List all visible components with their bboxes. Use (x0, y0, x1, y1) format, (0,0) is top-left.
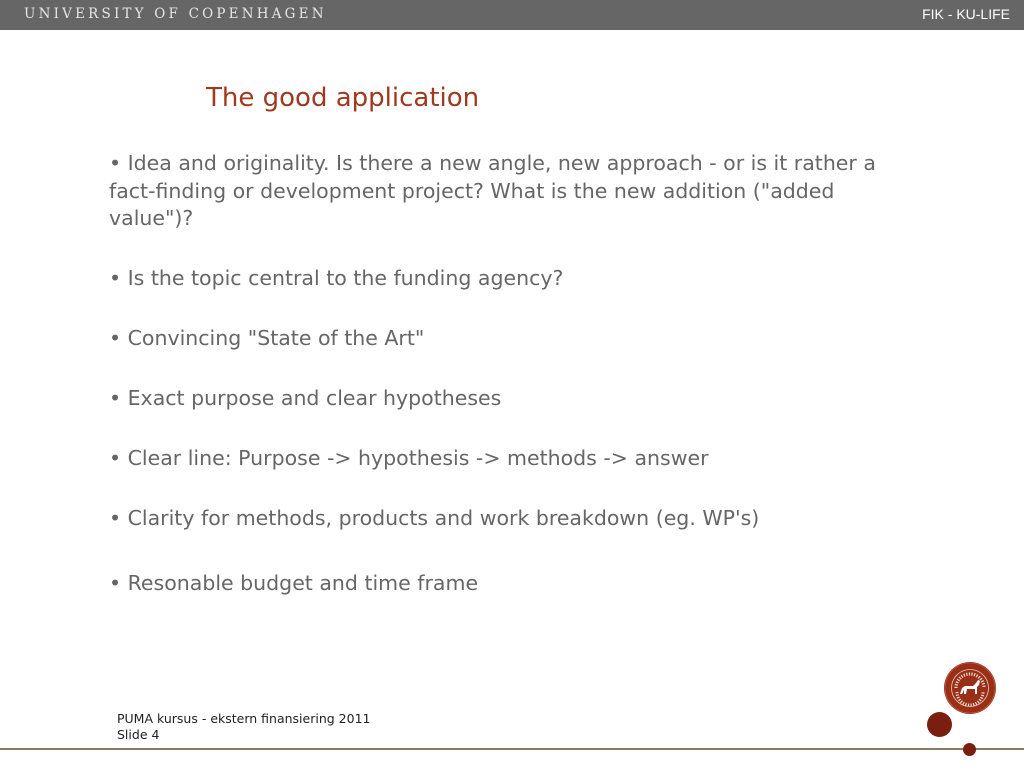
slide-footer (117, 711, 370, 743)
bullet-item-budget: • Resonable budget and time frame (109, 571, 479, 595)
footer-divider (0, 748, 1024, 750)
bullet-item-state-of-art: • Convincing "State of the Art" (109, 326, 425, 350)
footer-course: PUMA kursus - ekstern finansiering 2011 (117, 711, 371, 726)
footer-slide-number: Slide 4 (117, 727, 160, 742)
university-name: UNIVERSITY OF COPENHAGEN (24, 6, 327, 22)
header-bar (0, 0, 1024, 30)
bullet-item-clarity: • Clarity for methods, products and work breakdown (eg. WP's) (109, 506, 760, 530)
university-seal-icon (943, 661, 997, 715)
slide-title: The good application (206, 83, 480, 113)
bullet-item-purpose: • Exact purpose and clear hypotheses (109, 386, 502, 410)
unit-name: FIK - KU-LIFE (922, 6, 1010, 22)
accent-dot-small (963, 743, 976, 756)
bullet-item-idea: • Idea and originality. Is there a new angle, new approach - or is it rather a fact-finding or development project? What is the new addition ("added value")? (109, 151, 876, 230)
accent-dot-large (927, 712, 952, 737)
bullet-item-clear-line: • Clear line: Purpose -> hypothesis -> methods -> answer (109, 446, 709, 470)
bullet-item-topic: • Is the topic central to the funding agency? (109, 266, 564, 290)
